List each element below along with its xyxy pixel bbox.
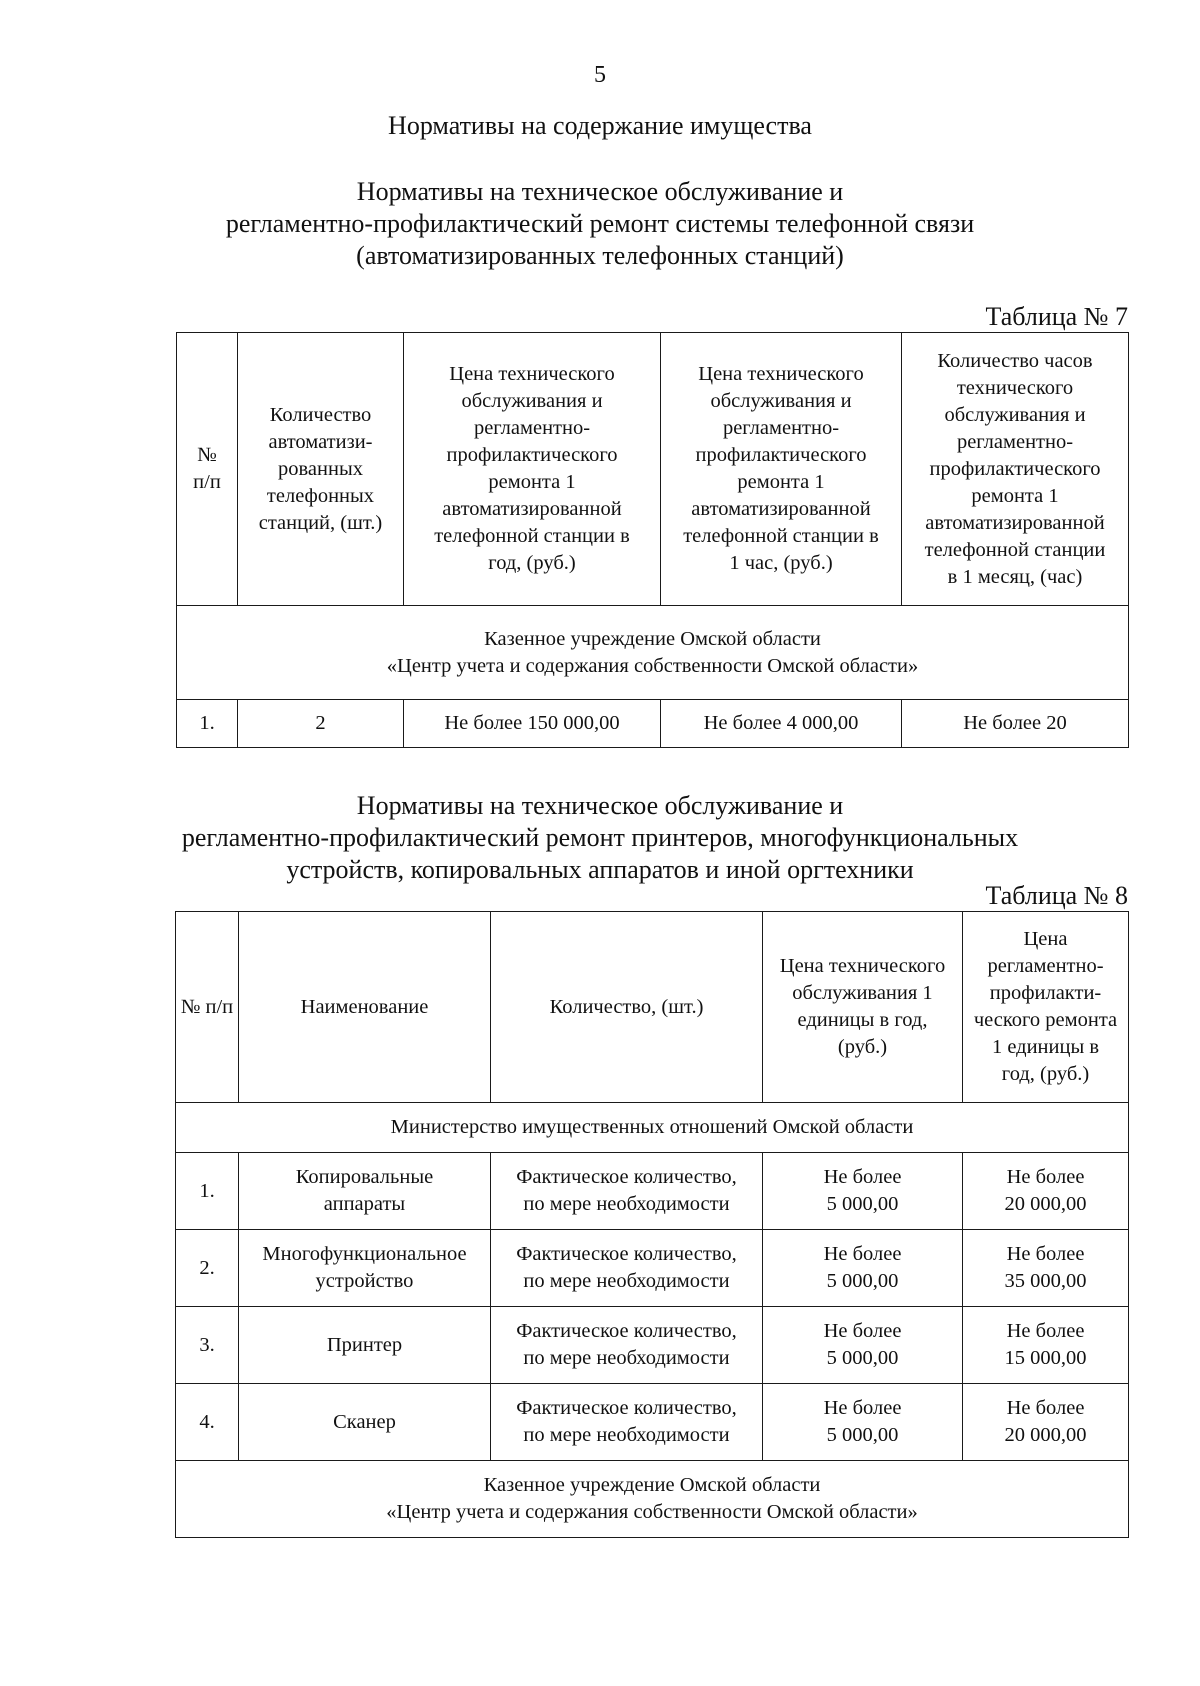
table8-cell-repair-price: Не более 15 000,00 (963, 1307, 1129, 1384)
table7-header-num: № п/п (177, 333, 238, 606)
table8-cell-num: 4. (176, 1384, 239, 1461)
section1-heading-line: Нормативы на техническое обслуживание и (356, 177, 844, 206)
table8-cell-name: Многофункциональное устройство (239, 1230, 491, 1307)
table8-cell-num: 1. (176, 1153, 239, 1230)
table7-cell-num: 1. (177, 700, 238, 748)
table7-header-count: Количество автоматизи- рованных телефонных станций, (шт.) (238, 333, 404, 606)
section2-heading-line: Нормативы на техническое обслуживание и (356, 791, 844, 820)
table7-group-row (177, 606, 1129, 700)
table7-header-row (177, 333, 1129, 606)
table8-cell-name: Принтер (239, 1307, 491, 1384)
section1-heading-line: (автоматизированных телефонных станций) (356, 241, 844, 270)
table7-cell-price-hour: Не более 4 000,00 (661, 700, 902, 748)
section1-heading (80, 176, 1120, 272)
table8-cell-num: 3. (176, 1307, 239, 1384)
section2-heading-line: устройств, копировальных аппаратов и иной оргтехники (286, 855, 914, 884)
table8-cell-qty: Фактическое количество, по мере необходимости (491, 1230, 763, 1307)
table8-cell-name: Копировальные аппараты (239, 1153, 491, 1230)
table8-header-qty: Количество, (шт.) (491, 912, 763, 1103)
table8-cell-service-price: Не более 5 000,00 (763, 1153, 963, 1230)
table8-group-row (176, 1461, 1129, 1538)
table8-header-num: № п/п (176, 912, 239, 1103)
table7-cell-hours-month: Не более 20 (902, 700, 1129, 748)
table8-cell-qty: Фактическое количество, по мере необходимости (491, 1307, 763, 1384)
table8-cell-service-price: Не более 5 000,00 (763, 1384, 963, 1461)
table-row (176, 1384, 1129, 1461)
table8-header-repair-price: Цена регламентно- профилакти- ческого ремонта 1 единицы в год, (руб.) (963, 912, 1129, 1103)
table7-cell-count: 2 (238, 700, 404, 748)
table7-header-price-hour: Цена технического обслуживания и регламентно- профилактического ремонта 1 автоматизированной телефонной станции в 1 час, (руб.) (661, 333, 902, 606)
table8-cell-repair-price: Не более 20 000,00 (963, 1153, 1129, 1230)
section2-heading (80, 790, 1120, 886)
table8-cell-num: 2. (176, 1230, 239, 1307)
table8-cell-repair-price: Не более 20 000,00 (963, 1384, 1129, 1461)
table-8 (175, 911, 1129, 1538)
table8-cell-service-price: Не более 5 000,00 (763, 1230, 963, 1307)
table8-header-service-price: Цена технического обслуживания 1 единицы в год, (руб.) (763, 912, 963, 1103)
table7-header-price-year: Цена технического обслуживания и регламентно- профилактического ремонта 1 автоматизированной телефонной станции в год, (руб.) (404, 333, 661, 606)
table7-cell-price-year: Не более 150 000,00 (404, 700, 661, 748)
table8-header-name: Наименование (239, 912, 491, 1103)
table7-org-name: Казенное учреждение Омской области «Центр учета и содержания собственности Омской области» (177, 606, 1129, 700)
table-row (176, 1153, 1129, 1230)
table8-org-name: Казенное учреждение Омской области «Центр учета и содержания собственности Омской области» (176, 1461, 1129, 1538)
table7-label: Таблица № 7 (985, 302, 1128, 331)
table-7 (176, 332, 1129, 748)
table-row (176, 1307, 1129, 1384)
section2-heading-line: регламентно-профилактический ремонт принтеров, многофункциональных (181, 823, 1019, 852)
table8-group-row (176, 1103, 1129, 1153)
table7-header-hours-month: Количество часов технического обслуживания и регламентно- профилактического ремонта 1 автоматизированной телефонной станции в 1 месяц, (час) (902, 333, 1129, 606)
table8-label: Таблица № 8 (985, 881, 1128, 910)
table8-ministry-name: Министерство имущественных отношений Омской области (176, 1103, 1129, 1153)
table8-cell-qty: Фактическое количество, по мере необходимости (491, 1384, 763, 1461)
main-heading: Нормативы на содержание имущества (388, 111, 812, 140)
table-row (176, 1230, 1129, 1307)
table8-cell-qty: Фактическое количество, по мере необходимости (491, 1153, 763, 1230)
table8-cell-service-price: Не более 5 000,00 (763, 1307, 963, 1384)
section1-heading-line: регламентно-профилактический ремонт системы телефонной связи (225, 209, 975, 238)
table8-header-row (176, 912, 1129, 1103)
table8-cell-repair-price: Не более 35 000,00 (963, 1230, 1129, 1307)
table8-cell-name: Сканер (239, 1384, 491, 1461)
page-number: 5 (594, 62, 606, 88)
table-row (177, 700, 1129, 748)
